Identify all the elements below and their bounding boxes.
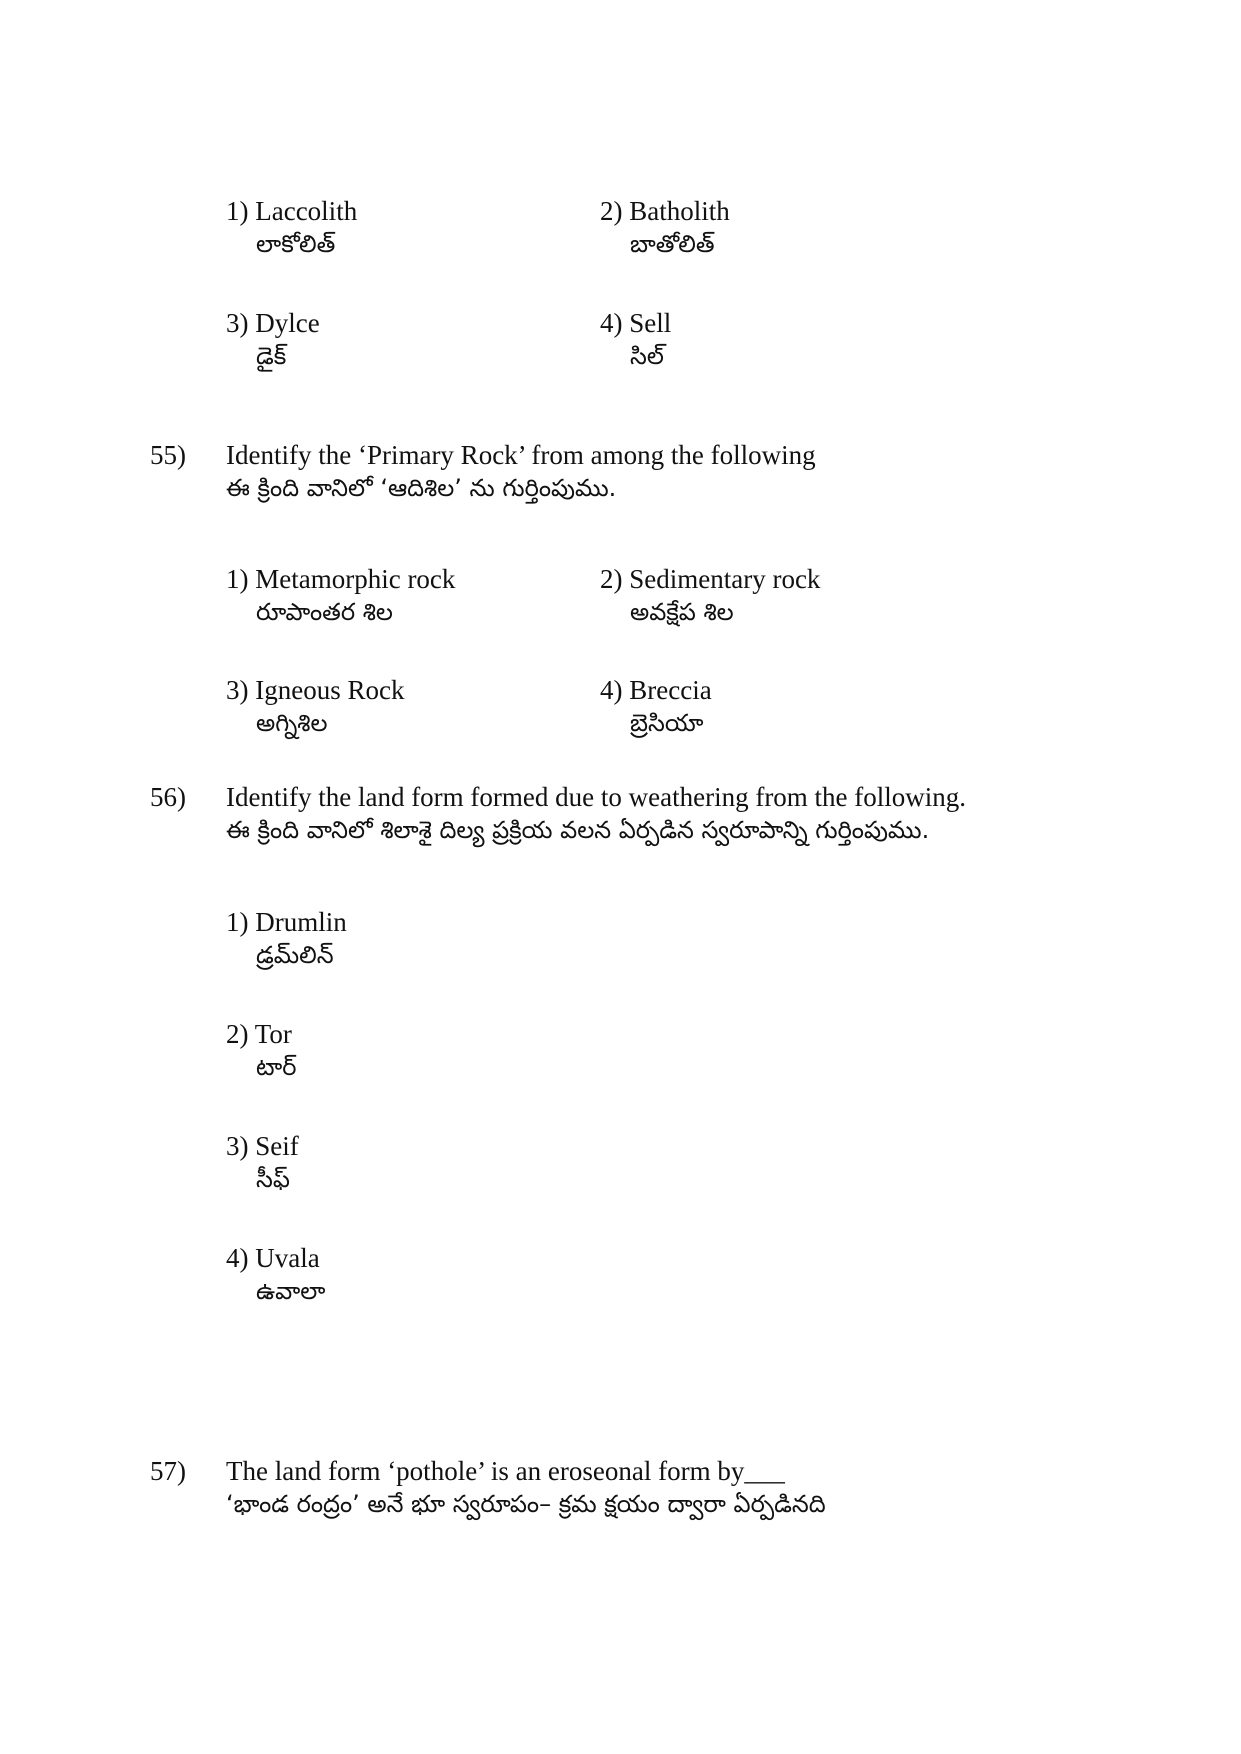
option-english: 3) Seif: [226, 1131, 299, 1161]
option-english: 2) Sedimentary rock: [600, 564, 821, 594]
q56-number: 56): [150, 782, 186, 812]
option-telugu: బాతోలిత్: [630, 230, 715, 258]
question-telugu: ఈ క్రింది వానిలో శిలాశై దిల్య ప్రక్రియ వలన ఏర్పడిన స్వరూపాన్ని గుర్తింపుము.: [226, 816, 930, 844]
option-english: 2) Batholith: [600, 196, 730, 226]
q55-option-1: [226, 563, 455, 629]
option-english: 3) Dylce: [226, 308, 320, 338]
q55-option-4: [600, 674, 712, 740]
option-english: 1) Laccolith: [226, 196, 358, 226]
option-english: 4) Uvala: [226, 1243, 320, 1273]
question-english: The land form ‘pothole’ is an eroseonal form by___: [226, 1456, 785, 1486]
option-telugu: సీఫ్: [256, 1165, 290, 1193]
option-english: 2) Tor: [226, 1019, 292, 1049]
q56-option-4: [226, 1242, 325, 1308]
q54-option-3: [226, 307, 320, 373]
q54-option-1: [226, 195, 357, 261]
option-telugu: అవక్షేప శిల: [630, 598, 734, 626]
q56-question: [226, 781, 966, 847]
option-telugu: డ్రమ్‌లిన్: [256, 941, 334, 969]
question-english: Identify the ‘Primary Rock’ from among the following: [226, 440, 816, 470]
q55-option-2: [600, 563, 820, 629]
q56-option-2: [226, 1018, 296, 1084]
option-telugu: అగ్నిశిల: [256, 709, 328, 737]
option-telugu: టార్: [256, 1053, 297, 1081]
q55-question: [226, 439, 816, 505]
option-telugu: లాకోలిత్: [256, 230, 336, 258]
q55-number: 55): [150, 440, 186, 470]
option-english: 4) Breccia: [600, 675, 712, 705]
q56-option-3: [226, 1130, 299, 1196]
option-telugu: సిల్: [630, 342, 664, 370]
option-english: 4) Sell: [600, 308, 672, 338]
q57-question: [226, 1455, 826, 1521]
q55-option-3: [226, 674, 404, 740]
q56-option-1: [226, 906, 347, 972]
option-telugu: ఉవాలా: [256, 1277, 326, 1305]
option-telugu: రూపాంతర శిల: [256, 598, 393, 626]
q54-option-4: [600, 307, 671, 373]
question-telugu: ‘భాండ రంద్రం’ అనే భూ స్వరూపం– క్రమ క్షయం ద్వారా ఏర్పడినది: [226, 1490, 826, 1518]
q57-number: 57): [150, 1456, 186, 1486]
q54-option-2: [600, 195, 730, 261]
option-english: 1) Drumlin: [226, 907, 347, 937]
question-telugu: ఈ క్రింది వానిలో ‘ఆదిశిల’ ను గుర్తింపుము.: [226, 474, 617, 502]
question-english: Identify the land form formed due to weathering from the following.: [226, 782, 967, 812]
option-english: 3) Igneous Rock: [226, 675, 405, 705]
option-telugu: బ్రెసియా: [630, 709, 704, 737]
option-telugu: డైక్: [256, 342, 287, 370]
option-english: 1) Metamorphic rock: [226, 564, 456, 594]
